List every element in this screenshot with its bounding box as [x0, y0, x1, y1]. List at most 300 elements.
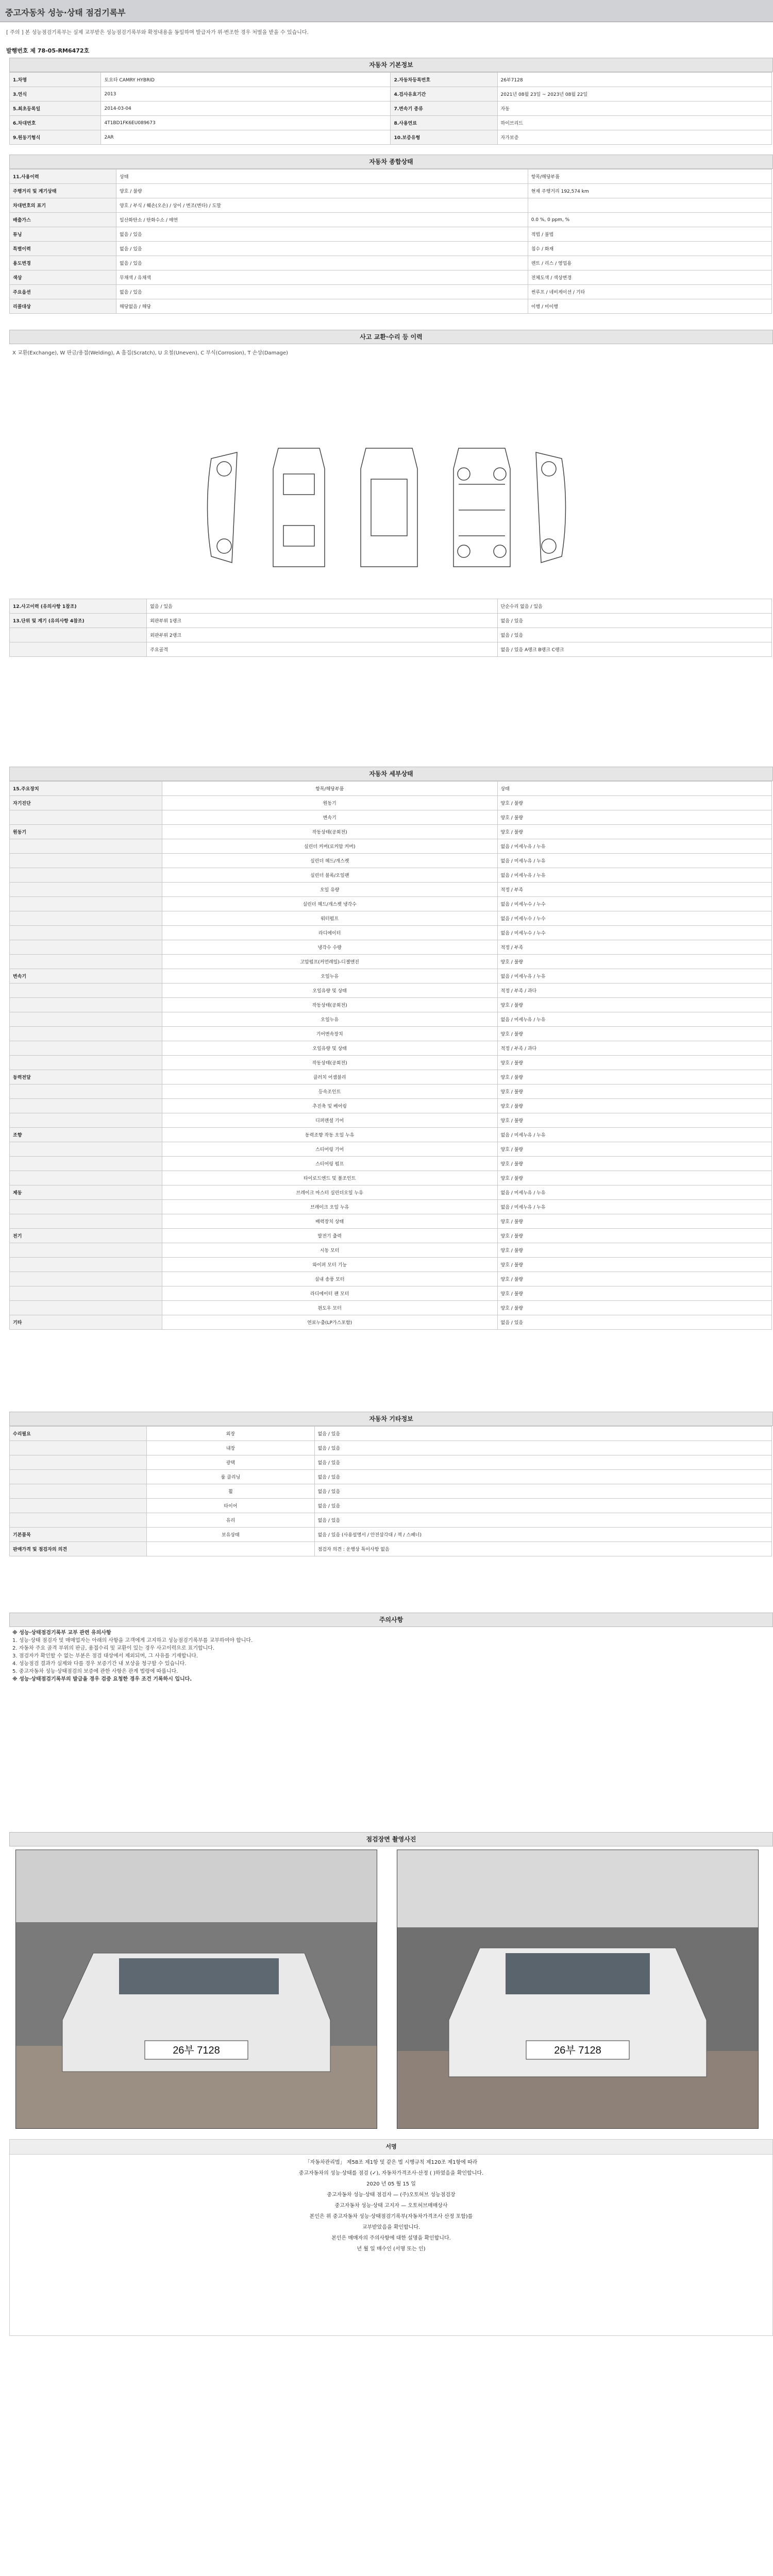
detail-group [10, 1200, 162, 1214]
detail-row [10, 825, 772, 839]
basic-info-table [9, 72, 772, 145]
sign-line-1: 「자동차관리법」 제58조 제1항 및 같은 법 시행규칙 제120조 제1항에 따라 [305, 2160, 478, 2165]
general-value: 일산화탄소 / 탄화수소 / 매연 [116, 213, 528, 227]
general-row [10, 227, 772, 242]
detail-item: 실린더 커버(로커암 커버) [162, 839, 497, 854]
note-line: 4. 성능점검 결과가 실제와 다를 경우 보증기간 내 보상을 청구할 수 있습니다. [12, 1661, 187, 1667]
detail-item: 윈도우 모터 [162, 1301, 497, 1315]
etc-row [10, 1470, 772, 1484]
detail-item: 실린더 헤드/개스켓 [162, 854, 497, 868]
detail-group: 기타 [10, 1315, 162, 1330]
damage-label [10, 628, 147, 642]
damage-row [10, 642, 772, 657]
etc-status: 없음 / 있음 [314, 1455, 771, 1470]
basic-label: 7.변속기 종류 [391, 101, 497, 116]
basic-row [10, 101, 772, 116]
detail-row [10, 998, 772, 1012]
detail-row [10, 1070, 772, 1084]
basic-value: 자동 [497, 101, 771, 116]
general-label: 용도변경 [10, 256, 116, 270]
detail-item: 타이로드엔드 및 볼조인트 [162, 1171, 497, 1185]
detail-status: 양호 / 불량 [497, 796, 771, 810]
detail-group [10, 955, 162, 969]
detail-row [10, 955, 772, 969]
detail-item: 오일유량 및 상태 [162, 984, 497, 998]
etc-item: 룸 클리닝 [147, 1470, 314, 1484]
detail-status: 양호 / 불량 [497, 1157, 771, 1171]
detail-item: 와이퍼 모터 기능 [162, 1258, 497, 1272]
detail-status: 적정 / 부족 [497, 940, 771, 955]
damage-row [10, 628, 772, 642]
basic-value: 자가보증 [497, 130, 771, 145]
detail-row [10, 1113, 772, 1128]
detail-group [10, 1214, 162, 1229]
detail-status: 양호 / 불량 [497, 1258, 771, 1272]
section-photos: 점검장면 촬영사진 [9, 1832, 773, 1846]
detail-row [10, 1214, 772, 1229]
general-row [10, 256, 772, 270]
inspection-photo-rear [397, 1850, 759, 2129]
detail-item: 고압펌프(커먼레일)-디젤엔진 [162, 955, 497, 969]
damage-legend: X 교환(Exchange), W 판금/용접(Welding), A 흠집(Scratch), U 요철(Uneven), C 부식(Corrosion), T 손상(Damage) [12, 350, 288, 356]
detail-group [10, 1099, 162, 1113]
detail-status: 양호 / 불량 [497, 998, 771, 1012]
inspector-label: 중고자동차 성능·상태 점검자 [327, 2192, 392, 2198]
detail-status: 양호 / 불량 [497, 1099, 771, 1113]
sign-title: 서명 [10, 2140, 772, 2155]
general-label: 리콜대상 [10, 299, 116, 314]
etc-status: 없음 / 있음 [314, 1427, 771, 1441]
section-basic: 자동차 기본정보 [9, 58, 773, 72]
detail-status: 양호 / 불량 [497, 1084, 771, 1099]
detail-item: 항목/해당부품 [162, 782, 497, 796]
detail-item: 작동상태(공회전) [162, 1056, 497, 1070]
detail-group: 15.주요장치 [10, 782, 162, 796]
signature-block: 서명 「자동차관리법」 제58조 제1항 및 같은 법 시행규칙 제120조 제1항에 따라 중고자동차의 성능·상태를 점검 (✓), 자동차가격조사·산정 ( )하였음을 확인합니다. 2020 년 05 월 15 일 중고자동차 성능·상태 점검자 — (주)오토허브 성능점검장 중고자동차 성능·상태 고지자 — 오토허브매매상사 본인은 위 중고자동차 성능·상태점검기록부(자동차가격조사 산정 포함)를 교부받았음을 확인합니다. 본인은 매매자의 주의사항에 대한 설명을 확인합니다. 년 월 일 매수인 (서명 또는 인) [9, 2139, 773, 2336]
detail-status: 양호 / 불량 [497, 1229, 771, 1243]
general-value: 없음 / 있음 [116, 227, 528, 242]
detail-status: 양호 / 불량 [497, 1286, 771, 1301]
etc-row [10, 1455, 772, 1470]
detail-group [10, 1142, 162, 1157]
note-line: 1. 성능·상태 점검자 및 매매업자는 아래의 사항을 고객에게 고지하고 성능점검기록부를 교부하여야 합니다. [12, 1638, 253, 1643]
damage-label [10, 642, 147, 657]
detail-row [10, 1243, 772, 1258]
buyer-line: 년 월 일 매수인 (서명 또는 인) [357, 2246, 426, 2252]
detail-row [10, 1041, 772, 1056]
detail-status: 없음 / 미세누유 / 누유 [497, 1012, 771, 1027]
detail-row [10, 1027, 772, 1041]
detail-status: 양호 / 불량 [497, 1171, 771, 1185]
general-label: 튜닝 [10, 227, 116, 242]
detail-row [10, 1056, 772, 1070]
general-value: 없음 / 있음 [116, 285, 528, 299]
notifier-name: 오토허브매매상사 [408, 2203, 448, 2209]
etc-item: 보유상태 [147, 1528, 314, 1542]
detail-status: 양호 / 불량 [497, 1272, 771, 1286]
general-note: 항목/해당부품 [528, 170, 771, 184]
etc-table [9, 1426, 772, 1556]
detail-row [10, 984, 772, 998]
notifier-label: 중고자동차 성능·상태 고지자 [334, 2203, 399, 2209]
detail-row [10, 1258, 772, 1272]
receipt-line-2: 교부받았음을 확인합니다. [362, 2225, 421, 2230]
detail-group [10, 897, 162, 911]
detail-group [10, 1012, 162, 1027]
general-row [10, 299, 772, 314]
etc-status: 없음 / 있음 (사용설명서 / 안전삼각대 / 잭 / 스패너) [314, 1528, 771, 1542]
etc-item [147, 1542, 314, 1556]
basic-value: 26부7128 [497, 73, 771, 87]
detail-group [10, 1157, 162, 1171]
detail-group [10, 854, 162, 868]
detail-group [10, 839, 162, 854]
certificate-number: 발행번호 제 78-05-RM6472호 [6, 47, 90, 54]
section-general: 자동차 종합상태 [9, 155, 773, 169]
detail-row [10, 1171, 772, 1185]
detail-status: 양호 / 불량 [497, 1027, 771, 1041]
detail-row [10, 1229, 772, 1243]
detail-item: 실린더 블록/오일팬 [162, 868, 497, 883]
detail-item: 연료누출(LP가스포함) [162, 1315, 497, 1330]
detail-row [10, 1157, 772, 1171]
detail-group [10, 1113, 162, 1128]
general-label: 특별이력 [10, 242, 116, 256]
damage-note: 없음 / 있음 [497, 628, 771, 642]
general-row [10, 198, 772, 213]
detail-row [10, 940, 772, 955]
basic-label: 8.사용연료 [391, 116, 497, 130]
detail-group [10, 1171, 162, 1185]
etc-row [10, 1427, 772, 1441]
detail-group [10, 1056, 162, 1070]
etc-row [10, 1499, 772, 1513]
detail-status: 양호 / 불량 [497, 1243, 771, 1258]
detail-row [10, 926, 772, 940]
basic-row [10, 87, 772, 101]
etc-group [10, 1484, 147, 1499]
section-damage: 사고 교환·수리 등 이력 [9, 330, 773, 344]
detail-status: 없음 / 미세누유 / 누유 [497, 1200, 771, 1214]
general-label: 차대번호의 표기 [10, 198, 116, 213]
detail-row [10, 1099, 772, 1113]
basic-label: 5.최초등록일 [10, 101, 101, 116]
general-value: 양호 / 부식 / 훼손(오손) / 상이 / 변조(변타) / 도말 [116, 198, 528, 213]
basic-label: 3.연식 [10, 87, 101, 101]
detail-item: 오일 유량 [162, 883, 497, 897]
detail-status: 없음 / 미세누수 / 누수 [497, 911, 771, 926]
detail-item: 배력장치 상태 [162, 1214, 497, 1229]
basic-value: 토요타 CAMRY HYBRID [101, 73, 391, 87]
general-value: 무채색 / 유채색 [116, 270, 528, 285]
detail-item: 라디에이터 팬 모터 [162, 1286, 497, 1301]
detail-item: 워터펌프 [162, 911, 497, 926]
detail-row [10, 1286, 772, 1301]
detail-group [10, 1258, 162, 1272]
detail-status: 없음 / 미세누유 / 누유 [497, 1128, 771, 1142]
detail-group: 전기 [10, 1229, 162, 1243]
general-row [10, 285, 772, 299]
general-row [10, 170, 772, 184]
detail-item: 동력조향 작동 오일 누유 [162, 1128, 497, 1142]
general-note: 이행 / 미이행 [528, 299, 771, 314]
detail-item: 오일누유 [162, 1012, 497, 1027]
etc-row [10, 1484, 772, 1499]
etc-item: 광택 [147, 1455, 314, 1470]
basic-row [10, 73, 772, 87]
general-note: 렌트 / 리스 / 영업용 [528, 256, 771, 270]
general-label: 배출가스 [10, 213, 116, 227]
basic-value: 2013 [101, 87, 391, 101]
section-notes: 주의사항 [9, 1613, 773, 1627]
detail-status: 양호 / 불량 [497, 955, 771, 969]
detail-item: 디퍼렌셜 기어 [162, 1113, 497, 1128]
detail-item: 스티어링 펌프 [162, 1157, 497, 1171]
etc-group: 수리필요 [10, 1427, 147, 1441]
detail-item: 스티어링 기어 [162, 1142, 497, 1157]
detail-row [10, 782, 772, 796]
damage-note: 단순수리 없음 / 있음 [497, 599, 771, 614]
detail-status: 적정 / 부족 / 과다 [497, 1041, 771, 1056]
general-note: 침수 / 화재 [528, 242, 771, 256]
damage-value: 외판부위 2랭크 [147, 628, 497, 642]
note-line: ※ 성능·상태점검기록부의 발급을 경우 검증 요청한 경우 조건 기록하시 입니다. [12, 1676, 192, 1682]
etc-item: 휠 [147, 1484, 314, 1499]
etc-row [10, 1542, 772, 1556]
detail-group [10, 1243, 162, 1258]
detail-row [10, 1128, 772, 1142]
detail-item: 실린더 헤드/개스켓 냉각수 [162, 897, 497, 911]
detail-status: 양호 / 불량 [497, 1056, 771, 1070]
receipt-line-3: 본인은 매매자의 주의사항에 대한 설명을 확인합니다. [331, 2235, 451, 2241]
detail-item: 작동상태(공회전) [162, 825, 497, 839]
notes-block [12, 1629, 760, 1683]
damage-label: 12.사고이력 (유의사항 1참조) [10, 599, 147, 614]
detail-row [10, 1301, 772, 1315]
detail-item: 작동상태(공회전) [162, 998, 497, 1012]
car-damage-diagram [196, 428, 577, 587]
detail-item: 브레이크 오일 누유 [162, 1200, 497, 1214]
etc-group: 기본품목 [10, 1528, 147, 1542]
basic-value: 2014-03-04 [101, 101, 391, 116]
basic-label: 2.자동차등록번호 [391, 73, 497, 87]
detail-group [10, 810, 162, 825]
detail-row [10, 810, 772, 825]
detail-row [10, 868, 772, 883]
detail-row [10, 897, 772, 911]
basic-value: 2AR [101, 130, 391, 145]
general-label: 주요옵션 [10, 285, 116, 299]
detail-item: 클러치 어셈블리 [162, 1070, 497, 1084]
detail-row [10, 1142, 772, 1157]
title-bar [0, 0, 773, 22]
etc-item: 타이어 [147, 1499, 314, 1513]
etc-status: 없음 / 있음 [314, 1484, 771, 1499]
etc-status: 없음 / 있음 [314, 1441, 771, 1455]
detail-row [10, 1185, 772, 1200]
detail-item: 등속조인트 [162, 1084, 497, 1099]
general-note [528, 198, 771, 213]
detail-status: 양호 / 불량 [497, 1214, 771, 1229]
detail-row [10, 1200, 772, 1214]
detail-item: 오일누유 [162, 969, 497, 984]
detail-status: 없음 / 미세누유 / 누유 [497, 969, 771, 984]
detail-item: 변속기 [162, 810, 497, 825]
basic-value: 하이브리드 [497, 116, 771, 130]
damage-row [10, 599, 772, 614]
section-detail: 자동차 세부상태 [9, 767, 773, 781]
detail-status: 없음 / 미세누수 / 누수 [497, 897, 771, 911]
damage-value: 외판부위 1랭크 [147, 614, 497, 628]
general-value: 양호 / 불량 [116, 184, 528, 198]
document-title: 중고자동차 성능·상태 점검기록부 [5, 8, 126, 18]
general-value: 없음 / 있음 [116, 242, 528, 256]
etc-row [10, 1441, 772, 1455]
etc-group [10, 1499, 147, 1513]
detail-status: 상태 [497, 782, 771, 796]
detail-status: 없음 / 있음 [497, 1315, 771, 1330]
notice-text: [ 주의 ] 본 성능점검기록부는 실제 교부받은 성능점검기록부와 확정내용을 동일하며 발급자가 위·변조한 경우 처벌을 받을 수 있습니다. [6, 30, 309, 36]
etc-item: 내장 [147, 1441, 314, 1455]
etc-status: 없음 / 있음 [314, 1470, 771, 1484]
detail-item: 오일유량 및 상태 [162, 1041, 497, 1056]
detail-group [10, 984, 162, 998]
note-line: 2. 자동차 주요 골격 부위의 판금, 용접수리 및 교환이 있는 경우 사고이력으로 표기합니다. [12, 1646, 215, 1651]
etc-status: 없음 / 있음 [314, 1513, 771, 1528]
etc-item: 유리 [147, 1513, 314, 1528]
detail-item: 원동기 [162, 796, 497, 810]
basic-label: 1.차명 [10, 73, 101, 87]
detail-status: 없음 / 미세누유 / 누유 [497, 839, 771, 854]
detail-item: 추진축 및 베어링 [162, 1099, 497, 1113]
damage-value: 없음 / 있음 [147, 599, 497, 614]
detail-item: 냉각수 수량 [162, 940, 497, 955]
damage-label: 13.단위 및 계기 (유의사항 4참조) [10, 614, 147, 628]
general-label: 주행거리 및 계기상태 [10, 184, 116, 198]
detail-item: 발전기 출력 [162, 1229, 497, 1243]
detail-item: 시동 모터 [162, 1243, 497, 1258]
general-row [10, 184, 772, 198]
detail-row [10, 1084, 772, 1099]
general-row [10, 242, 772, 256]
basic-label: 9.원동기형식 [10, 130, 101, 145]
detail-row [10, 796, 772, 810]
detail-status: 적정 / 부족 [497, 883, 771, 897]
detail-row [10, 911, 772, 926]
receipt-line-1: 본인은 위 중고자동차 성능·상태점검기록부(자동차가격조사 산정 포함)를 [309, 2214, 473, 2219]
detail-group [10, 1286, 162, 1301]
detail-status: 적정 / 부족 / 과다 [497, 984, 771, 998]
detail-item: 브레이크 마스터 실린더오일 누유 [162, 1185, 497, 1200]
detail-group: 변속기 [10, 969, 162, 984]
detail-row [10, 1012, 772, 1027]
detail-item: 라디에이터 [162, 926, 497, 940]
damage-note: 없음 / 있음 A랭크 B랭크 C랭크 [497, 642, 771, 657]
plate-text-1: 26부 7128 [173, 2045, 220, 2056]
detail-group [10, 1027, 162, 1041]
detail-group [10, 911, 162, 926]
sign-date: 2020 년 05 월 15 일 [366, 2181, 416, 2187]
basic-label: 10.보증유형 [391, 130, 497, 145]
detail-group [10, 926, 162, 940]
detail-row [10, 1272, 772, 1286]
detail-status: 없음 / 미세누수 / 누수 [497, 926, 771, 940]
note-line: ※ 성능·상태점검기록부 교부 관련 유의사항 [12, 1630, 111, 1636]
etc-status: 점검자 의견 : 운행상 특이사항 없음 [314, 1542, 771, 1556]
etc-item: 외장 [147, 1427, 314, 1441]
general-row [10, 213, 772, 227]
damage-row [10, 614, 772, 628]
detail-status: 양호 / 불량 [497, 810, 771, 825]
detail-status: 양호 / 불량 [497, 1070, 771, 1084]
note-line: 5. 중고자동차 성능·상태점검의 보증에 관한 사항은 관계 법령에 따릅니다. [12, 1669, 178, 1674]
detail-status: 없음 / 미세누유 / 누유 [497, 1185, 771, 1200]
general-label: 색상 [10, 270, 116, 285]
etc-status: 없음 / 있음 [314, 1499, 771, 1513]
basic-value: 2021년 08월 23일 ~ 2023년 08월 22일 [497, 87, 771, 101]
detail-group [10, 1272, 162, 1286]
etc-group [10, 1470, 147, 1484]
detail-item: 실내 송풍 모터 [162, 1272, 497, 1286]
detail-status: 없음 / 미세누유 / 누유 [497, 868, 771, 883]
detail-status: 양호 / 불량 [497, 1301, 771, 1315]
detail-group [10, 1301, 162, 1315]
general-note: 적법 / 불법 [528, 227, 771, 242]
detail-row [10, 1315, 772, 1330]
etc-group [10, 1455, 147, 1470]
general-note: 전체도색 / 색상변경 [528, 270, 771, 285]
detail-group [10, 1084, 162, 1099]
general-row [10, 270, 772, 285]
basic-row [10, 116, 772, 130]
etc-row [10, 1528, 772, 1542]
detail-item: 기어변속장치 [162, 1027, 497, 1041]
detail-group [10, 1041, 162, 1056]
etc-group: 판매가격 및 점검자의 의견 [10, 1542, 147, 1556]
detail-row [10, 839, 772, 854]
plate-text-2: 26부 7128 [554, 2045, 601, 2056]
detail-group: 제동 [10, 1185, 162, 1200]
etc-row [10, 1513, 772, 1528]
basic-row [10, 130, 772, 145]
etc-group [10, 1513, 147, 1528]
general-note: 현재 주행거리 192,574 km [528, 184, 771, 198]
inspector-name: (주)오토허브 성능점검장 [400, 2192, 456, 2198]
detail-row [10, 854, 772, 868]
damage-table [9, 599, 772, 657]
general-note: 0.0 %, 0 ppm, % [528, 213, 771, 227]
etc-group [10, 1441, 147, 1455]
detail-group: 자기진단 [10, 796, 162, 810]
general-label: 11.사용이력 [10, 170, 116, 184]
inspection-photo-front [15, 1850, 377, 2129]
detail-status: 없음 / 미세누유 / 누유 [497, 854, 771, 868]
general-status-table [9, 169, 772, 314]
detail-group: 동력전달 [10, 1070, 162, 1084]
damage-value: 주요골격 [147, 642, 497, 657]
note-line: 3. 점검자가 확인할 수 없는 부분은 점검 대상에서 제외되며, 그 사유를 기재합니다. [12, 1653, 198, 1659]
detail-group [10, 868, 162, 883]
detail-group: 조향 [10, 1128, 162, 1142]
sign-line-2: 중고자동차의 성능·상태를 점검 (✓), 자동차가격조사·산정 ( )하였음을 확인합니다. [298, 2171, 484, 2176]
detail-group [10, 998, 162, 1012]
detail-status: 양호 / 불량 [497, 825, 771, 839]
basic-label: 4.검사유효기간 [391, 87, 497, 101]
detail-table [9, 781, 772, 1330]
general-value: 없음 / 있음 [116, 256, 528, 270]
detail-group: 원동기 [10, 825, 162, 839]
general-value: 상태 [116, 170, 528, 184]
